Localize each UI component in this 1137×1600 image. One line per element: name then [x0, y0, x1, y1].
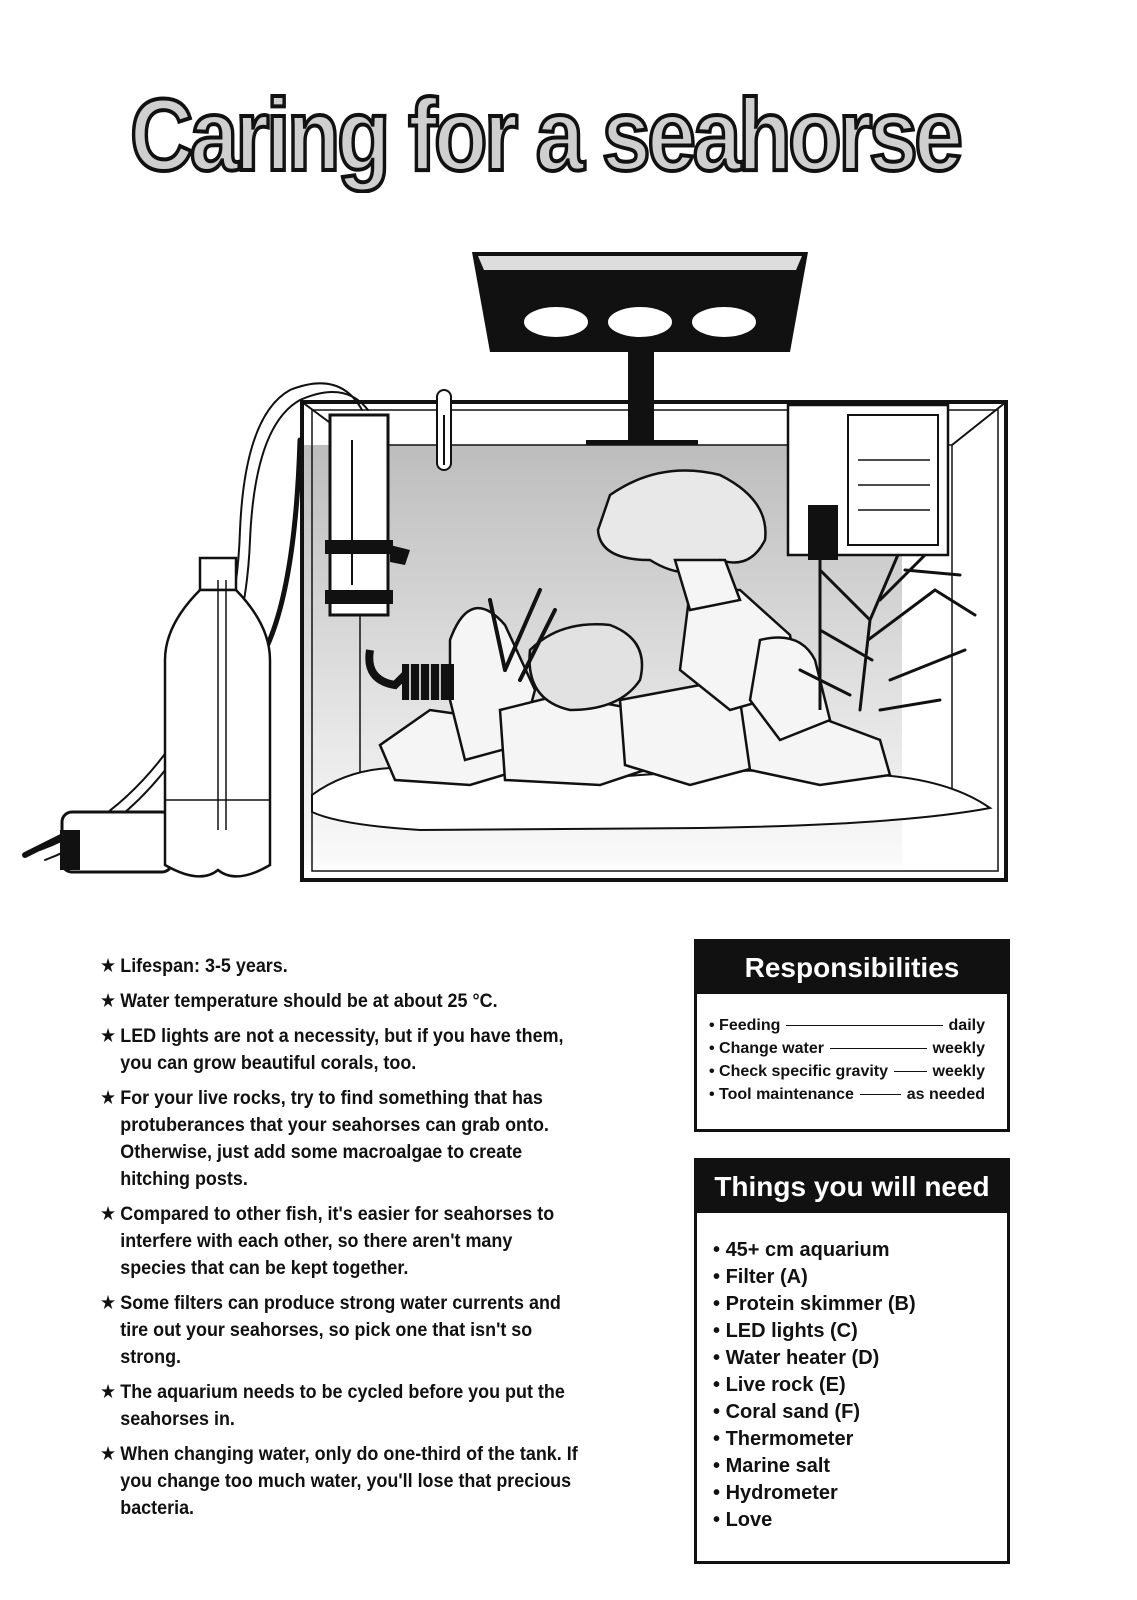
- responsibilities-heading: Responsibilities: [697, 942, 1007, 994]
- list-item: • Hydrometer: [713, 1482, 838, 1504]
- tip-item: [100, 1290, 578, 1371]
- list-item: • Live rock (E): [713, 1374, 846, 1396]
- tip-text: Compared to other fish, it's easier for seahorses to interfere with each other, so there aren't many species that can be kept together.: [120, 1203, 555, 1279]
- tip-text: Water temperature should be at about 25 °C.: [120, 990, 498, 1012]
- list-item: • Protein skimmer (B): [713, 1293, 916, 1315]
- tip-text: For your live rocks, try to find something that has protuberances that your seahorses can grab onto. Otherwise, just add some macroalgae to create hitching posts.: [120, 1087, 549, 1190]
- list-item: • LED lights (C): [713, 1320, 858, 1342]
- led-light-icon: [472, 252, 808, 476]
- list-item: • Filter (A): [713, 1266, 808, 1288]
- things-needed-box: [694, 1158, 1010, 1564]
- tip-item: [100, 1441, 578, 1522]
- star-icon: ★: [100, 1381, 117, 1403]
- star-icon: ★: [100, 1087, 117, 1109]
- star-icon: ★: [100, 1443, 117, 1465]
- frequency-label: weekly: [932, 1040, 985, 1057]
- star-icon: ★: [100, 1025, 117, 1047]
- star-icon: ★: [100, 1203, 117, 1225]
- tip-item: [100, 1085, 578, 1193]
- star-icon: ★: [100, 990, 117, 1012]
- tip-item: [100, 1201, 578, 1282]
- list-item: • Love: [713, 1509, 773, 1531]
- tip-text: LED lights are not a necessity, but if you have them, you can grow beautiful corals, too.: [120, 1025, 564, 1074]
- frequency-label: as needed: [906, 1086, 985, 1103]
- star-icon: ★: [100, 955, 117, 977]
- star-icon: ★: [100, 1292, 117, 1314]
- tip-item: [100, 988, 578, 1015]
- tip-item: [100, 953, 578, 980]
- air-pump-icon: [60, 812, 172, 872]
- thermometer-icon: [437, 390, 451, 470]
- tip-item: [100, 1023, 578, 1077]
- list-item: • 45+ cm aquarium: [713, 1239, 890, 1261]
- list-item: • Change water weekly: [709, 1037, 985, 1060]
- tip-text: Some filters can produce strong water currents and tire out your seahorses, so pick one that isn't so strong.: [120, 1292, 561, 1368]
- list-item: • Check specific gravity weekly: [709, 1060, 985, 1083]
- task-label: Check specific gravity: [719, 1063, 889, 1080]
- tip-text: The aquarium needs to be cycled before you put the seahorses in.: [120, 1381, 565, 1430]
- list-item: • Marine salt: [713, 1455, 831, 1477]
- responsibilities-box: [694, 939, 1010, 1132]
- tips-list: [100, 953, 578, 1530]
- things-needed-heading: Things you will need: [697, 1161, 1007, 1213]
- list-item: • Coral sand (F): [713, 1401, 861, 1423]
- tip-item: [100, 1379, 578, 1433]
- list-item: • Water heater (D): [713, 1347, 880, 1369]
- list-item: • Feeding daily: [709, 1014, 985, 1037]
- responsibilities-list: [697, 994, 1007, 1106]
- water-heater-icon: [402, 664, 454, 700]
- list-item: • Tool maintenance as needed: [709, 1083, 985, 1106]
- list-item: • Thermometer: [713, 1428, 854, 1450]
- page-title: Caring for a seahorse: [130, 78, 960, 192]
- frequency-label: daily: [948, 1017, 985, 1034]
- task-label: Tool maintenance: [719, 1086, 854, 1103]
- task-label: Feeding: [719, 1017, 781, 1034]
- tip-text: When changing water, only do one-third of the tank. If you change too much water, you'll lose that precious bacteria.: [120, 1443, 578, 1519]
- tip-text: Lifespan: 3-5 years.: [120, 955, 288, 977]
- task-label: Change water: [719, 1040, 824, 1057]
- frequency-label: weekly: [932, 1063, 985, 1080]
- bottle-icon: [165, 558, 270, 876]
- aquarium-illustration: [0, 240, 1137, 910]
- things-needed-list: [697, 1213, 1007, 1534]
